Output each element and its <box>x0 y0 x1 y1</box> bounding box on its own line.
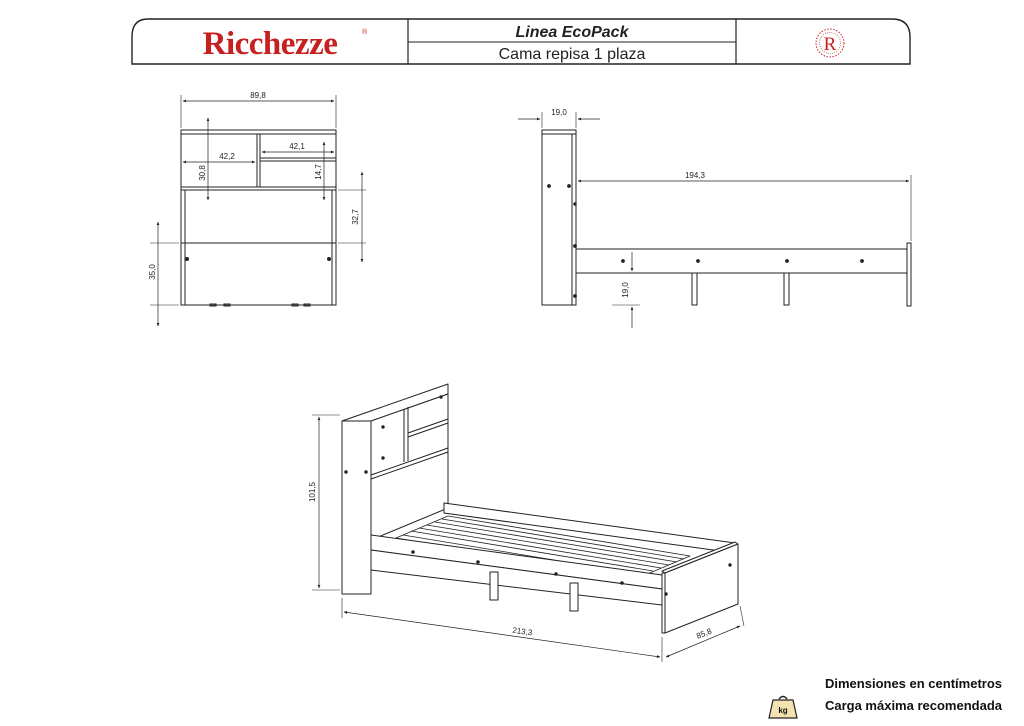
isometric-view <box>312 384 744 662</box>
dim-side-length: 194,3 <box>684 171 706 180</box>
product-name: Cama repisa 1 plaza <box>498 46 646 63</box>
front-headboard-outline <box>181 130 336 305</box>
dimensions-note: Dimensiones en centímetros <box>825 676 1002 691</box>
dim-iso-height: 101,5 <box>308 481 317 503</box>
side-leg-2 <box>784 273 789 305</box>
weight-kg-icon <box>768 693 798 719</box>
title-block <box>132 19 910 64</box>
kg-label: kg <box>778 706 788 715</box>
seal-letter: R <box>823 34 837 55</box>
dim-front-shelf-right: 42,1 <box>289 142 305 151</box>
dim-side-thickness: 19,0 <box>551 108 567 117</box>
dim-front-width: 89,8 <box>250 91 266 100</box>
dim-front-small-shelf-height: 14,7 <box>314 164 323 180</box>
side-rail <box>576 249 907 273</box>
dim-front-shelf-left: 42,2 <box>219 152 235 161</box>
side-view <box>518 112 911 328</box>
side-headboard-outline <box>542 130 576 305</box>
dim-side-leg-height: 19,0 <box>621 282 630 298</box>
side-footboard <box>907 243 911 306</box>
front-view <box>150 95 366 326</box>
brand-logo: Ricchezze <box>202 26 338 62</box>
dim-front-shelf-height: 30,8 <box>198 165 207 181</box>
brand-registered-mark: ® <box>362 29 368 36</box>
dim-iso-length: 213,3 <box>511 625 533 638</box>
dim-iso-width: 85,8 <box>695 626 713 641</box>
product-line: Linea EcoPack <box>515 24 629 41</box>
dim-front-leg-height: 35,0 <box>148 264 157 280</box>
max-load-note: Carga máxima recomendada <box>824 698 1002 713</box>
dim-front-lower-panel: 32,7 <box>351 209 360 225</box>
side-leg-1 <box>692 273 697 305</box>
